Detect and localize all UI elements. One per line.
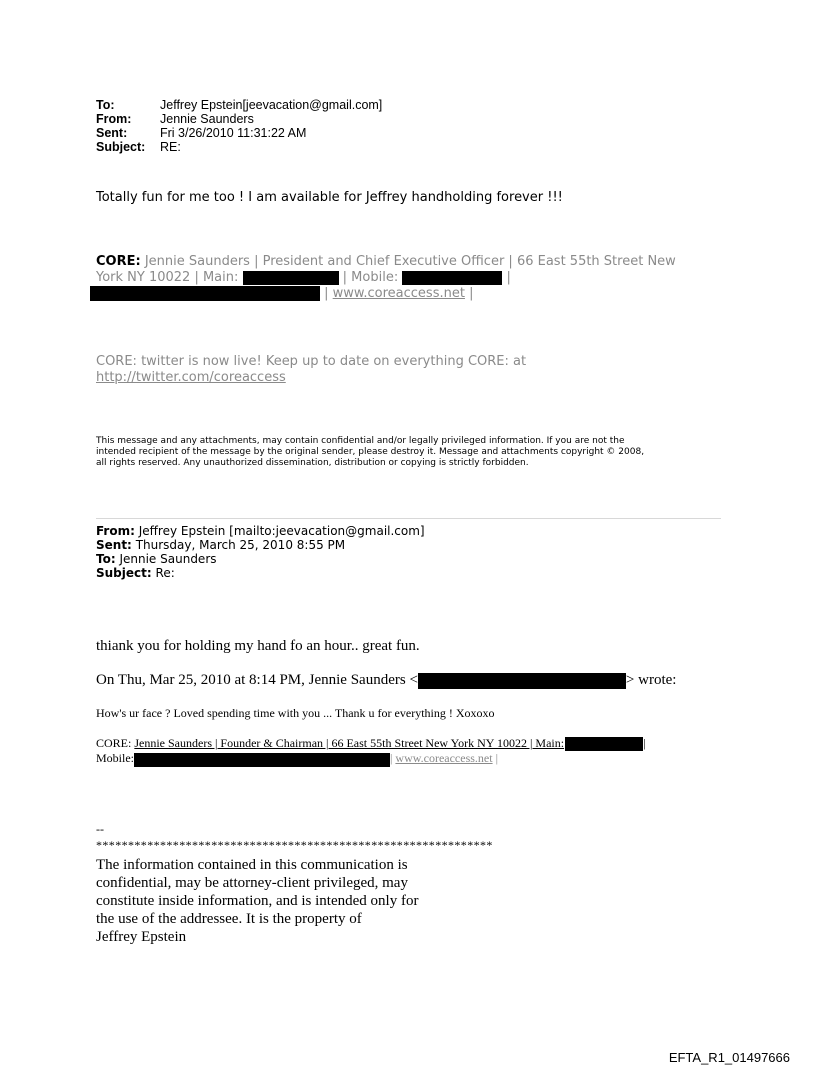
disclaimer-line: This message and any attachments, may contain confidential and/or legally privileged information. If you are not the (96, 436, 625, 446)
confidential-line: the use of the addressee. It is the property of (96, 911, 362, 927)
disclaimer (96, 436, 644, 469)
fwd-from-label: From: (96, 524, 135, 538)
signature-core (96, 254, 736, 286)
redaction-box (418, 673, 626, 689)
signature-founder (96, 736, 645, 767)
confidential-line: Jeffrey Epstein (96, 929, 187, 945)
redaction-box (402, 271, 502, 285)
to-value: Jeffrey Epstein[jeevacation@gmail.com] (160, 98, 383, 112)
fwd-sent-value: Thursday, March 25, 2010 8:55 PM (135, 538, 346, 552)
from-label: From: (96, 112, 132, 126)
sig2-separator: | (643, 736, 646, 750)
twitter-link[interactable]: http://twitter.com/coreaccess (96, 370, 286, 385)
quote-intro-start: On Thu, Mar 25, 2010 at 8:14 PM, Jennie Saunders < (96, 672, 418, 688)
sig2-separator: | (495, 751, 498, 766)
fwd-subject-label: Subject: (96, 566, 152, 580)
twitter-notice (96, 354, 526, 386)
quote-intro-end: > wrote: (625, 672, 677, 688)
stars-line: ************************************************************** (96, 838, 493, 852)
subject-label: Subject: (96, 140, 146, 154)
to-label: To: (96, 98, 115, 112)
signature-separator: | (469, 286, 474, 301)
divider (96, 518, 721, 519)
redaction-box (243, 271, 339, 285)
fwd-sent-label: Sent: (96, 538, 132, 552)
fwd-to-value: Jennie Saunders (119, 552, 217, 566)
subject-value: RE: (160, 140, 181, 154)
document-id: EFTA_R1_01497666 (668, 1050, 790, 1065)
reply-body: Totally fun for me too ! I am available for Jeffrey handholding forever !!! (96, 190, 563, 205)
sent-value: Fri 3/26/2010 11:31:22 AM (160, 126, 307, 140)
confidential-line: constitute inside information, and is intended only for (96, 893, 419, 909)
sig2-coreaccess-link[interactable]: www.coreaccess.net (395, 751, 493, 766)
forwarded-header (96, 524, 425, 580)
fwd-from-value: Jeffrey Epstein [mailto:jeevacation@gmail.com] (138, 524, 425, 538)
signature-separator: | (324, 286, 329, 301)
from-value: Jennie Saunders (160, 112, 254, 126)
redaction-box (565, 736, 646, 751)
sig2-separator: | (390, 751, 393, 766)
signature-mobile-label: | Mobile: (342, 270, 399, 285)
sig2-core: CORE: (96, 736, 135, 750)
quoted-message: How's ur face ? Loved spending time with you ... Thank u for everything ! Xoxoxo (96, 706, 495, 720)
email-header (96, 98, 382, 154)
signature-title-line: Jennie Saunders | President and Chief Executive Officer | 66 East 55th Street New (140, 254, 676, 269)
redaction-box (134, 751, 393, 767)
coreaccess-link[interactable]: www.coreaccess.net (332, 286, 465, 301)
disclaimer-line: intended recipient of the message by the original sender, please destroy it. Message and attachments copyright © 2008, (96, 447, 645, 457)
signature-link-line (90, 286, 473, 302)
fwd-subject-value: Re: (155, 566, 175, 580)
core-label: CORE: (96, 254, 141, 269)
confidential-line: confidential, may be attorney-client privileged, may (96, 875, 408, 891)
signature-address: York NY 10022 | Main: (96, 270, 239, 285)
confidential-notice (96, 856, 418, 946)
twitter-text: CORE: twitter is now live! Keep up to date on everything CORE: at (96, 354, 527, 369)
quote-intro (96, 672, 676, 689)
sent-label: Sent: (96, 126, 128, 140)
sig2-mobile-label: Mobile: (96, 751, 134, 766)
dashes: -- (96, 822, 104, 836)
signature-separator: | (506, 270, 511, 285)
redaction-box (90, 286, 320, 301)
disclaimer-line: all rights reserved. Any unauthorized dissemination, distribution or copying is strictly forbidden. (96, 458, 529, 468)
sig2-name-link[interactable]: Jennie Saunders | Founder & Chairman | 66 East 55th Street New York NY 10022 | Main: (134, 736, 565, 750)
confidential-line: The information contained in this communication is (96, 857, 408, 873)
epstein-body: thiank you for holding my hand fo an hour.. great fun. (96, 638, 420, 654)
fwd-to-label: To: (96, 552, 116, 566)
